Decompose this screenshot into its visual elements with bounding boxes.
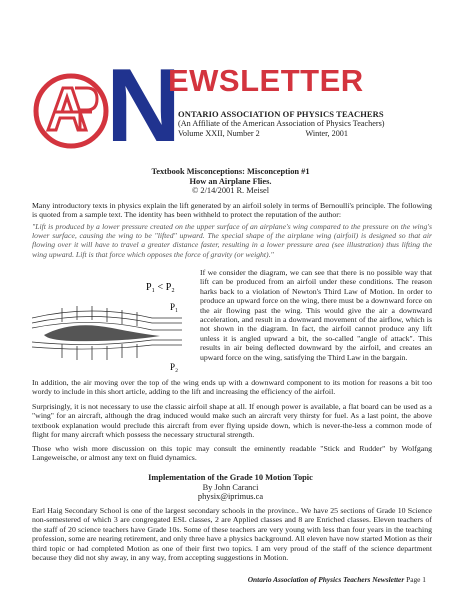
article-intro: Many introductory texts in physics explain the lift generated by an airfoil solely in terms of Bernoulli's principle. The following is quoted from a sample text. The identity has been withheld to protect the reputation of the author: bbox=[32, 201, 432, 220]
diagram-label-p1: P₁ bbox=[170, 302, 179, 312]
article2-author: By John Caranci bbox=[202, 482, 259, 492]
article-paragraph-2: In addition, the air moving over the top of the wing ends up with a downward component to its motion for reasons a bit too wordy to include in this short article, adding to the lift and increasing the efficiency of the airfoil. bbox=[32, 378, 432, 397]
article-title: Textbook Misconceptions: Misconception #1 bbox=[151, 167, 310, 176]
airfoil-shape bbox=[44, 325, 160, 341]
article-paragraph-3: Surprisingly, it is not necessary to use the classic airfoil shape at all. If enough power is available, a flat board can be used as a "wing" for an aircraft, although the drag induced would make such an aircraft very thirsty for fuel. As a last point, the above textbook explanation would preclude this aircraft from ever flying upside down, which is never-the-less a common mode of flight for many aircraft which possess the necessary structural strength. bbox=[32, 402, 432, 440]
textbook-quote: "Lift is produced by a lower pressure created on the upper surface of an airplane's wing compared to the pressure on the wing's lower surface, causing the wing to be "lifted" upward. The special shape of the airplane wing (airfoil) is designed so that air flowing over it will have to travel a greater distance faster, resulting in a lower pressure area (see illustration) thus lifting the wing upward. Lift is that force which opposes the force of gravity (or weight)." bbox=[32, 222, 432, 259]
organization-name: ONTARIO ASSOCIATION OF PHYSICS TEACHERS bbox=[178, 109, 384, 119]
volume-number: Volume XXII, Number 2 bbox=[178, 129, 260, 138]
diagram-label-p2: P₂ bbox=[170, 362, 179, 372]
article-paragraph-4: Those who wish more discussion on this topic may consult the eminently readable "Stick and Rudder" by Wolfgang Langeweische, or almost any text on fluid dynamics. bbox=[32, 444, 432, 463]
article2-title: Implementation of the Grade 10 Motion Topic bbox=[148, 473, 313, 482]
diagram-explanation: If we consider the diagram, we can see that there is no possible way that lift can be produced from an airfoil under these conditions. The reason harks back to a violation of Newton's Third Law of Motion. In order to produce an upward force on the wing, there must be a downward force on the air flowing past the wing. This would give the air a downward acceleration, and result in a downward movement of the airflow, which is not shown in the diagram. In fact, the airfoil cannot produce any lift unless it is angled upward a bit, the so-called "angle of attack". This results in air being deflected downward by the airfoil, and creates an upward force on the wing, satisfying the Third Law in the bargain. bbox=[200, 268, 432, 362]
masthead-big-letter: N bbox=[106, 48, 182, 164]
article-heading bbox=[0, 167, 461, 196]
article2-body: Earl Haig Secondary School is one of the largest secondary schools in the province.. We have 25 sections of Grade 10 Science non-semestered of which 3 are congregated ESL classes, 2 are Applied classes and 8 are Enriched classes. Eleven teachers of the staff of 20 science teachers have Grade 10s. Some of these teachers are very young with less than four years in the teaching profession, some are nearing retirement, and only three have a physics background. All eleven have now started Motion as their third topic or had completed Motion as one of their first two topics. I am very proud of the staff of the science department because they did not shy away, in any way, from accepting suggestions in Motion. bbox=[32, 506, 432, 563]
issue-season: Winter, 2001 bbox=[305, 129, 348, 138]
article-subtitle: How an Airplane Flies. bbox=[189, 176, 272, 186]
article-byline: © 2/14/2001 R. Meisel bbox=[191, 186, 270, 195]
footer-publication: Ontario Association of Physics Teachers Newsletter bbox=[247, 575, 405, 584]
article2-heading bbox=[0, 473, 461, 502]
airfoil-diagram bbox=[32, 278, 190, 376]
page-footer bbox=[248, 575, 426, 584]
affiliate-line: (An Affiliate of the American Association of Physics Teachers) bbox=[178, 119, 385, 128]
diagram-label-p1-lt-p2: P₁ < P₂ bbox=[146, 282, 175, 293]
article2-email: physix@iprimus.ca bbox=[197, 492, 264, 501]
issue-info bbox=[178, 129, 348, 138]
masthead-title: EWSLETTER bbox=[168, 63, 364, 98]
oapt-logo bbox=[32, 72, 110, 150]
footer-page-number: Page 1 bbox=[406, 575, 426, 584]
